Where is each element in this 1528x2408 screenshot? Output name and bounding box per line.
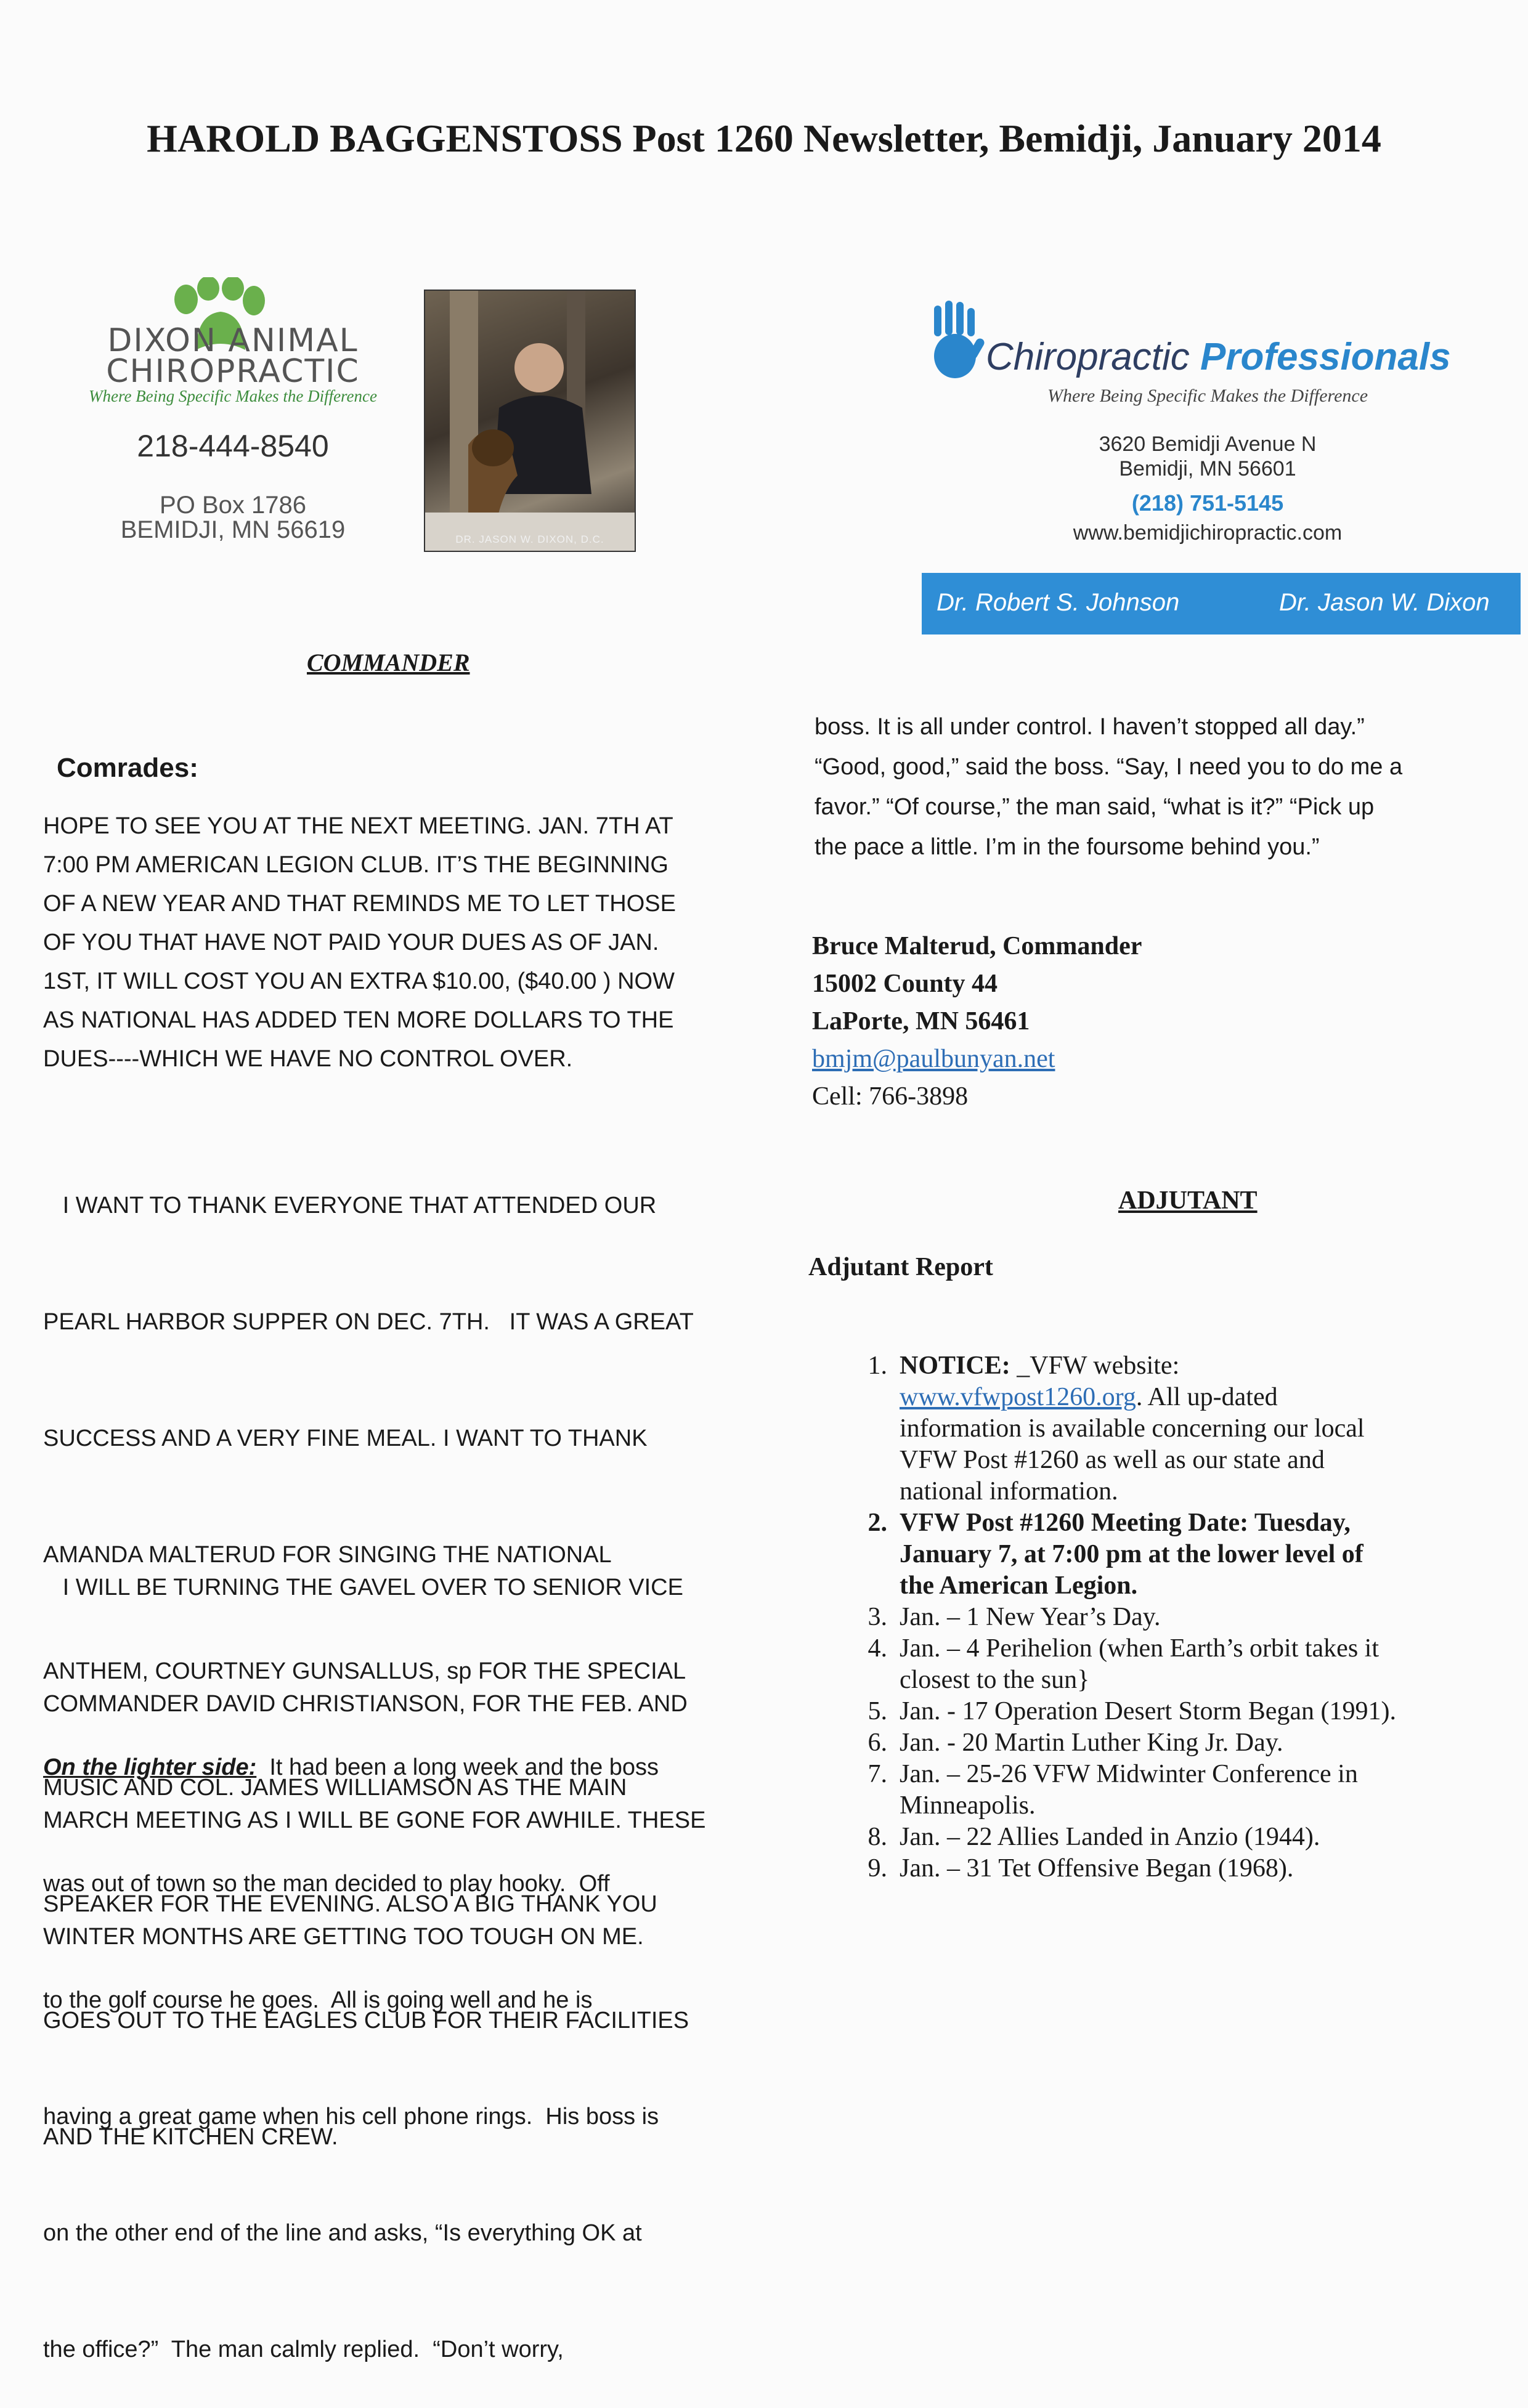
adjutant-report-list — [850, 1350, 1503, 1884]
item-number: 7. — [868, 1760, 887, 1788]
list-item — [850, 1350, 1503, 1507]
para-line: to the golf course he goes. All is going well and he is — [43, 1987, 593, 2013]
chiro-website: www.bemidjichiropractic.com — [1073, 521, 1343, 545]
dixon-name-line2: CHIROPRACTIC — [106, 353, 360, 390]
para-line: on the other end of the line and asks, “Is everything OK at — [43, 2220, 642, 2246]
item-number: 5. — [868, 1697, 887, 1725]
signature-street: 15002 County 44 — [812, 970, 998, 998]
para-line: MUSIC AND COL. JAMES WILLIAMSON AS THE MAIN — [43, 1775, 627, 1801]
para-line: MARCH MEETING AS I WILL BE GONE FOR AWHILE. THESE — [43, 1807, 706, 1833]
list-item — [850, 1727, 1503, 1759]
joke-first-text: It had been a long week and the boss — [256, 1754, 659, 1780]
item-number: 3. — [868, 1603, 887, 1631]
list-item — [850, 1759, 1503, 1822]
para-line: favor.” “Of course,” the man said, “what is it?” “Pick up — [815, 794, 1375, 820]
item-line: Jan. – 4 Perihelion (when Earth’s orbit takes it — [900, 1634, 1380, 1663]
item-number: 8. — [868, 1823, 887, 1851]
dixon-city: BEMIDJI, MN 56619 — [120, 516, 346, 543]
chiro-city: Bemidji, MN 56601 — [1119, 457, 1296, 480]
newsletter-title: HAROLD BAGGENSTOSS Post 1260 Newsletter, Bemidji, January 2014 — [147, 116, 1381, 160]
para-line: AMANDA MALTERUD FOR SINGING THE NATIONAL — [43, 1542, 612, 1568]
para-line: I WANT TO THANK EVERYONE THAT ATTENDED OUR — [43, 1193, 657, 1218]
lighter-side-label: On the lighter side: — [43, 1754, 257, 1780]
item-line — [900, 1382, 1503, 1413]
para-line: DUES----WHICH WE HAVE NO CONTROL OVER. — [43, 1046, 573, 1072]
item-number: 9. — [868, 1854, 887, 1883]
item-line: Jan. - 20 Martin Luther King Jr. Day. — [900, 1729, 1283, 1757]
photo-caption: DR. JASON W. DIXON, D.C. — [455, 533, 604, 545]
item-line: Jan. – 22 Allies Landed in Anzio (1944). — [900, 1823, 1320, 1851]
adjutant-report-title: Adjutant Report — [808, 1253, 993, 1281]
item-number: 6. — [868, 1729, 887, 1757]
list-item — [850, 1696, 1503, 1727]
item-line: Jan. – 31 Tet Offensive Began (1968). — [900, 1854, 1294, 1883]
para-line: OF YOU THAT HAVE NOT PAID YOUR DUES AS OF JAN. — [43, 930, 659, 955]
dixon-address — [73, 493, 393, 542]
item-line: Jan. – 25-26 VFW Midwinter Conference in — [900, 1760, 1358, 1788]
para-line: “Good, good,” said the boss. “Say, I need you to do me a — [815, 754, 1403, 780]
item-line: national information. — [900, 1477, 1118, 1506]
para-line: WINTER MONTHS ARE GETTING TOO TOUGH ON ME. — [43, 1924, 644, 1950]
para-line: PEARL HARBOR SUPPER ON DEC. 7TH. IT WAS A GREAT — [43, 1309, 694, 1335]
item-number: 2. — [868, 1509, 887, 1537]
list-item — [850, 1633, 1503, 1696]
item-line — [900, 1350, 1503, 1382]
notice-text: _VFW website: — [1010, 1352, 1180, 1380]
notice-label: NOTICE: — [900, 1352, 1010, 1380]
adjutant-heading: ADJUTANT — [1118, 1186, 1258, 1215]
para-line: AS NATIONAL HAS ADDED TEN MORE DOLLARS TO THE — [43, 1007, 674, 1033]
list-item — [850, 1602, 1503, 1633]
para-line: AND THE KITCHEN CREW. — [43, 2124, 338, 2150]
para-line: I WILL BE TURNING THE GAVEL OVER TO SENIOR VICE — [43, 1575, 683, 1600]
commander-heading: COMMANDER — [307, 649, 470, 676]
list-item-meeting-date — [850, 1507, 1503, 1602]
chiro-brand-name — [986, 335, 1451, 379]
list-item — [850, 1822, 1503, 1853]
item-line: Minneapolis. — [900, 1791, 1036, 1820]
dixon-name-line1: DIXON ANIMAL — [107, 322, 359, 359]
chiro-brand-part2: Professionals — [1200, 336, 1451, 378]
para-line: ANTHEM, COURTNEY GUNSALLUS, sp FOR THE SPECIAL — [43, 1658, 686, 1684]
item-line: information is available concerning our local — [900, 1414, 1365, 1443]
item-line: closest to the sun} — [900, 1666, 1090, 1694]
chiro-doctor-johnson: Dr. Robert S. Johnson — [937, 589, 1180, 616]
para-line: 7:00 PM AMERICAN LEGION CLUB. IT’S THE BEGINNING — [43, 852, 668, 878]
item-line: the American Legion. — [900, 1571, 1138, 1600]
item-number: 4. — [868, 1634, 887, 1663]
item-line: Jan. – 1 New Year’s Day. — [900, 1603, 1161, 1631]
doctor-photo — [424, 290, 636, 552]
para-line: boss. It is all under control. I haven’t stopped all day.” — [815, 714, 1365, 740]
para-line: the pace a little. I’m in the foursome behind you.” — [815, 834, 1320, 860]
chiro-phone: (218) 751-5145 — [1131, 490, 1284, 516]
item-line: January 7, at 7:00 pm at the lower level of — [900, 1540, 1363, 1568]
joke-continuation — [815, 707, 1402, 867]
para-line: SUCCESS AND A VERY FINE MEAL. I WANT TO THANK — [43, 1425, 648, 1451]
para-line: COMMANDER DAVID CHRISTIANSON, FOR THE FEB. AND — [43, 1691, 688, 1717]
joke-first-line — [43, 1748, 659, 1787]
commander-greeting: Comrades: — [57, 753, 198, 783]
item-line: Jan. - 17 Operation Desert Storm Began (1991). — [900, 1697, 1396, 1725]
para-line: GOES OUT TO THE EAGLES CLUB FOR THEIR FACILITIES — [43, 2008, 689, 2033]
para-line: HOPE TO SEE YOU AT THE NEXT MEETING. JAN. 7TH AT — [43, 813, 673, 839]
vfw-website-link[interactable]: www.vfwpost1260.org — [900, 1383, 1136, 1411]
dixon-clinic-name — [73, 322, 393, 390]
lighter-side-joke — [43, 1671, 659, 2408]
dixon-tagline: Where Being Specific Makes the Difference — [88, 387, 378, 405]
signature-name: Bruce Malterud, Commander — [812, 932, 1142, 960]
para-line: having a great game when his cell phone rings. His boss is — [43, 2104, 659, 2130]
para-line: the office?” The man calmly replied. “Don’t worry, — [43, 2337, 564, 2362]
signature-city: LaPorte, MN 56461 — [812, 1007, 1030, 1036]
signature-cell: Cell: 766-3898 — [812, 1082, 969, 1111]
item-number: 1. — [868, 1352, 887, 1380]
chiro-doctor-bar — [922, 573, 1521, 634]
chiro-brand-part1: Chiropractic — [986, 336, 1190, 378]
notice-after-link: . All up-dated — [1136, 1383, 1278, 1411]
chiro-tagline: Where Being Specific Makes the Difference — [1047, 386, 1368, 406]
commander-signature — [812, 928, 1142, 1116]
doctor-with-dog-image — [425, 291, 635, 551]
chiro-address: 3620 Bemidji Avenue N — [1099, 432, 1317, 456]
list-item — [850, 1853, 1503, 1884]
commander-paragraph-1 — [43, 807, 676, 1079]
signature-email-link[interactable]: bmjm@paulbunyan.net — [812, 1045, 1055, 1073]
dixon-phone: 218-444-8540 — [137, 429, 329, 463]
handprint-icon — [929, 301, 985, 381]
para-line: 1ST, IT WILL COST YOU AN EXTRA $10.00, ($40.00 ) NOW — [43, 968, 675, 994]
para-line: SPEAKER FOR THE EVENING. ALSO A BIG THANK YOU — [43, 1891, 657, 1917]
dixon-po-box: PO Box 1786 — [160, 492, 306, 519]
para-line: OF A NEW YEAR AND THAT REMINDS ME TO LET THOSE — [43, 891, 676, 917]
para-line: was out of town so the man decided to play hooky. Off — [43, 1871, 610, 1897]
item-line: VFW Post #1260 as well as our state and — [900, 1446, 1325, 1474]
chiro-doctor-dixon: Dr. Jason W. Dixon — [1279, 589, 1490, 616]
item-line: VFW Post #1260 Meeting Date: Tuesday, — [900, 1509, 1351, 1537]
